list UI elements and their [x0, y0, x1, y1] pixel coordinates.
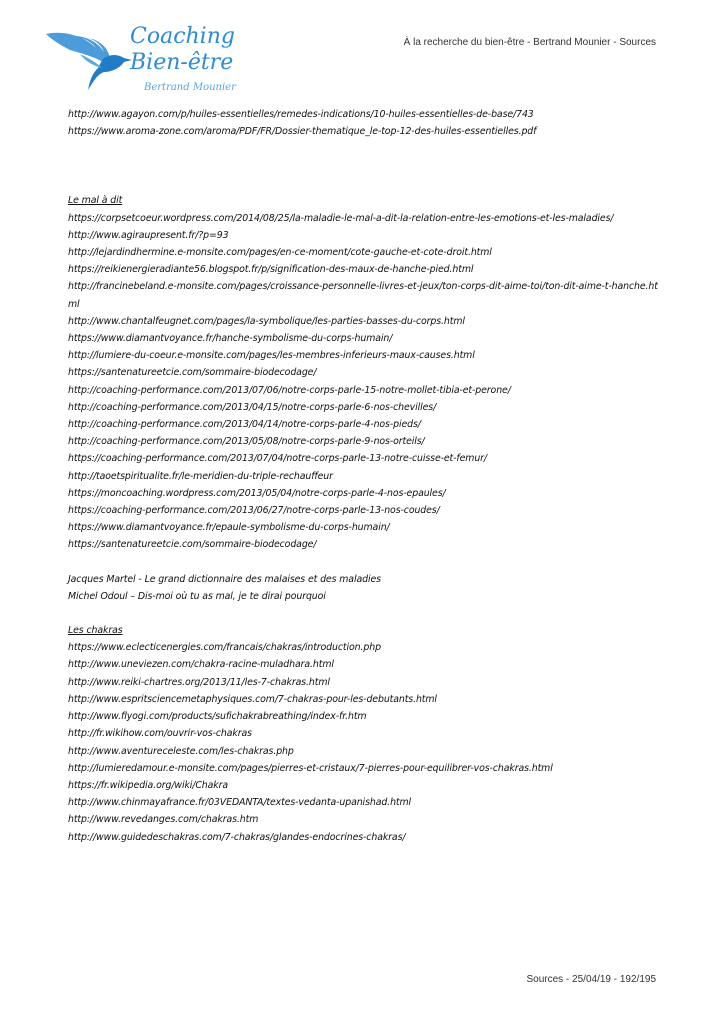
link: http://francinebeland.e-monsite.com/pages/croissance-personnelle-livres-et-jeux/ton-corps-dit-aime-toi/ton-dit-aime-t-hanche.html — [68, 281, 658, 310]
logo-title-line2: Bien-être — [130, 50, 234, 75]
link: http://lejardindhermine.e-monsite.com/pages/en-ce-moment/cote-gauche-et-cote-droit.html — [68, 247, 492, 259]
link: http://coaching-performance.com/2013/05/08/notre-corps-parle-9-nos-orteils/ — [68, 436, 425, 448]
section-heading-mal: Le mal à dit — [68, 195, 123, 207]
link: http://www.agiraupresent.fr/?p=93 — [68, 229, 229, 241]
document-body — [68, 106, 658, 846]
link: https://reikienergieradiante56.blogspot.fr/p/signification-des-maux-de-hanche-pied.html — [68, 264, 474, 276]
book-reference: Jacques Martel - Le grand dictionnaire des malaises et des maladies — [68, 573, 381, 585]
link: https://www.eclecticenergies.com/francais/chakras/introduction.php — [68, 642, 381, 654]
link: http://lumiere-du-coeur.e-monsite.com/pages/les-membres-inferieurs-maux-causes.html — [68, 350, 475, 362]
link: http://www.aventureceleste.com/les-chakras.php — [68, 745, 294, 757]
hummingbird-icon — [44, 28, 134, 94]
link: https://moncoaching.wordpress.com/2013/05/04/notre-corps-parle-4-nos-epaules/ — [68, 487, 446, 499]
link: https://corpsetcoeur.wordpress.com/2014/08/25/la-maladie-le-mal-a-dit-la-relation-entre-les-emotions-et-les-maladies/ — [68, 212, 614, 224]
link: http://coaching-performance.com/2013/04/15/notre-corps-parle-6-nos-chevilles/ — [68, 401, 437, 413]
link: http://www.uneviezen.com/chakra-racine-muladhara.html — [68, 659, 334, 671]
link: http://www.reiki-chartres.org/2013/11/les-7-chakras.html — [68, 676, 330, 688]
section-heading-chakras: Les chakras — [68, 625, 123, 637]
link: http://coaching-performance.com/2013/07/06/notre-corps-parle-15-notre-mollet-tibia-et-perone/ — [68, 384, 511, 396]
link: https://www.diamantvoyance.fr/epaule-symbolisme-du-corps-humain/ — [68, 522, 390, 534]
logo-title-line1: Coaching — [130, 24, 235, 49]
link: http://coaching-performance.com/2013/04/14/notre-corps-parle-4-nos-pieds/ — [68, 419, 421, 431]
link: https://www.diamantvoyance.fr/hanche-symbolisme-du-corps-humain/ — [68, 333, 393, 345]
book-reference: Michel Odoul – Dis-moi où tu as mal, je te dirai pourquoi — [68, 590, 326, 602]
link: http://www.chantalfeugnet.com/pages/la-symbolique/les-parties-basses-du-corps.html — [68, 315, 465, 327]
link: http://lumieredamour.e-monsite.com/pages/pierres-et-cristaux/7-pierres-pour-equilibrer-vos-chakras.html — [68, 762, 553, 774]
link: https://santenatureetcie.com/sommaire-biodecodage/ — [68, 367, 317, 379]
logo — [44, 24, 244, 104]
link: https://coaching-performance.com/2013/06/27/notre-corps-parle-13-nos-coudes/ — [68, 505, 440, 517]
link: https://fr.wikipedia.org/wiki/Chakra — [68, 779, 229, 791]
link: http://www.revedanges.com/chakras.htm — [68, 814, 259, 826]
link: http://fr.wikihow.com/ouvrir-vos-chakras — [68, 728, 252, 740]
link: http://www.chinmayafrance.fr/03VEDANTA/textes-vedanta-upanishad.html — [68, 797, 412, 809]
link: http://www.flyogi.com/products/sufichakrabreathing/index-fr.htm — [68, 711, 367, 723]
link: http://taoetspiritualite.fr/le-meridien-du-triple-rechauffeur — [68, 470, 333, 482]
page-header: À la recherche du bien-être - Bertrand Mounier - Sources — [403, 37, 656, 48]
link: http://www.guidedeschakras.com/7-chakras/glandes-endocrines-chakras/ — [68, 831, 406, 843]
link: http://www.agayon.com/p/huiles-essentielles/remedes-indications/10-huiles-essentielles-de-base/743 — [68, 109, 534, 120]
link: https://coaching-performance.com/2013/07/04/notre-corps-parle-13-notre-cuisse-et-femur/ — [68, 453, 487, 465]
logo-subtitle: Bertrand Mounier — [144, 82, 236, 93]
link: http://www.espritsciencemetaphysiques.com/7-chakras-pour-les-debutants.html — [68, 693, 437, 705]
link: https://www.aroma-zone.com/aroma/PDF/FR/Dossier-thematique_le-top-12-des-huiles-essentielles.pdf — [68, 126, 537, 138]
page-footer: Sources - 25/04/19 - 192/195 — [526, 974, 656, 985]
link: https://santenatureetcie.com/sommaire-biodecodage/ — [68, 539, 317, 551]
